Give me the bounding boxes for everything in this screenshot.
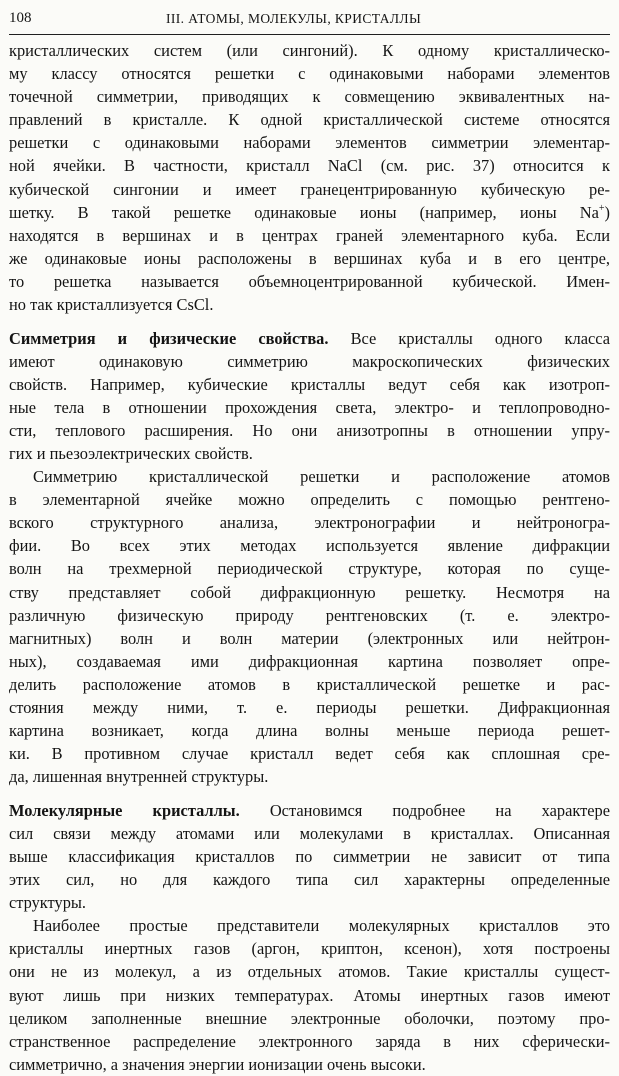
text-line: сил связи между атомами или молекулами в кристаллах. Описанная <box>9 823 610 843</box>
text-line: но так кристаллизуется CsCl. <box>9 295 214 315</box>
text-line: структуры. <box>9 893 87 913</box>
text-line: вского структурного анализа, электронографии и нейтроногра- <box>9 513 610 533</box>
text-line: решетки с одинаковыми наборами элементов симметрии элементар- <box>9 133 610 153</box>
text-line: фии. Во всех этих методах используется явление дифракции <box>9 536 610 556</box>
text-line: Наиболее простые представители молекулярных кристаллов это <box>33 916 610 936</box>
text-line: магнитных) волн и волн материи (электронных или нейтрон- <box>9 628 610 648</box>
text-line <box>9 799 610 822</box>
text-line: в элементарной ячейке можно определить с помощью рентгено- <box>9 490 610 510</box>
text-line: симметрично, а значения энергии ионизации очень высоки. <box>9 1054 426 1074</box>
text-line: му классу относятся решетки с одинаковыми наборами элементов <box>9 64 610 84</box>
text-line: картина возникает, когда длина волны меньше периода решет- <box>9 721 610 741</box>
text-line: имеют одинаковую симметрию макроскопических физических <box>9 351 610 371</box>
text-line: находятся в вершинах и в центрах граней элементарного куба. Если <box>9 225 610 245</box>
text-line: кристаллических систем (или сингоний). К одному кристаллическо- <box>9 41 610 60</box>
text-line-tail: ) <box>604 202 610 222</box>
header-rule <box>9 34 610 35</box>
text-line: свойств. Например, кубические кристаллы ведут себя как изотроп- <box>9 374 610 394</box>
text-line-rest: Остановимся подробнее на характере <box>239 800 610 820</box>
text-line: да, лишенная внутренней структуры. <box>9 767 269 787</box>
text-line: кристаллы инертных газов (аргон, криптон, ксенон), хотя построены <box>9 939 610 959</box>
text-line-main: шетку. В такой решетке одинаковые ионы (например, ионы Na <box>9 202 599 222</box>
text-line: ству представляет собой дифракционную решетку. Несмотря на <box>9 582 610 602</box>
text-line: различную физическую природу рентгеновских (т. е. электро- <box>9 605 610 625</box>
text-line <box>9 201 610 224</box>
section-gap <box>9 788 610 798</box>
text-line: стояния между ними, т. е. периоды решетки. Дифракционная <box>9 698 610 718</box>
text-line: они не из молекул, а из отдельных атомов. Такие кристаллы сущест- <box>9 962 610 982</box>
text-line: ки. В противном случае кристалл ведет себя как сплошная сре- <box>9 744 610 764</box>
text-line: точечной симметрии, приводящих к совмещению эквивалентных на- <box>9 87 610 107</box>
text-line: сти, теплового расширения. Но они анизотропны в отношении упру- <box>9 420 610 440</box>
section-symmetry <box>9 327 610 466</box>
text-line <box>9 327 610 350</box>
text-line: этих сил, но для каждого типа сил характерны определенные <box>9 870 610 890</box>
text-line: Симметрию кристаллической решетки и расположение атомов <box>33 467 610 487</box>
section-heading-molecular: Молекулярные кристаллы. <box>9 800 240 820</box>
section-molecular <box>9 799 610 914</box>
text-line: ные тела в отношении прохождения света, электро- и теплопроводно- <box>9 397 610 417</box>
text-line: гих и пьезоэлектрических свойств. <box>9 443 253 463</box>
paragraph-inert-gases <box>9 914 610 1076</box>
text-line: вуют лишь при низких температурах. Атомы инертных газов имеют <box>9 985 610 1005</box>
text-line: ных), создаваемая ими дифракционная картина позволяет опре- <box>9 651 610 671</box>
section-heading-symmetry: Симметрия и физические свойства. <box>9 328 329 348</box>
text-line: волн на трехмерной периодической структуре, которая по суще- <box>9 559 610 579</box>
text-line: странственное распределение электронного заряда в них сферически- <box>9 1031 610 1051</box>
page-body <box>9 39 610 1076</box>
text-line: ной ячейки. В частности, кристалл NaCl (см. рис. 37) относится к <box>9 156 610 176</box>
section-gap <box>9 316 610 326</box>
superscript-plus: + <box>598 202 605 214</box>
text-line: то решетка называется объемноцентрированной кубической. Имен- <box>9 271 610 291</box>
page-number: 108 <box>9 10 32 26</box>
running-head: III. АТОМЫ, МОЛЕКУЛЫ, КРИСТАЛЛЫ <box>166 11 422 26</box>
text-line: же одинаковые ионы расположены в вершинах куба и в его центре, <box>9 248 610 268</box>
text-line: делить расположение атомов в кристаллической решетке и рас- <box>9 674 610 694</box>
text-line: целиком заполненные внешние электронные оболочки, поэтому про- <box>9 1008 610 1028</box>
text-line: выше классификация кристаллов по симметрии не зависит от типа <box>9 846 610 866</box>
paragraph-diffraction <box>9 465 610 788</box>
text-line: правлений в кристалле. К одной кристаллической системе относятся <box>9 110 610 130</box>
paragraph-crystal-systems <box>9 39 610 316</box>
text-line: кубической сингонии и имеет гранецентрированную кубическую ре- <box>9 179 610 199</box>
text-line-rest: Все кристаллы одного класса <box>328 328 610 348</box>
page-header <box>0 0 619 38</box>
